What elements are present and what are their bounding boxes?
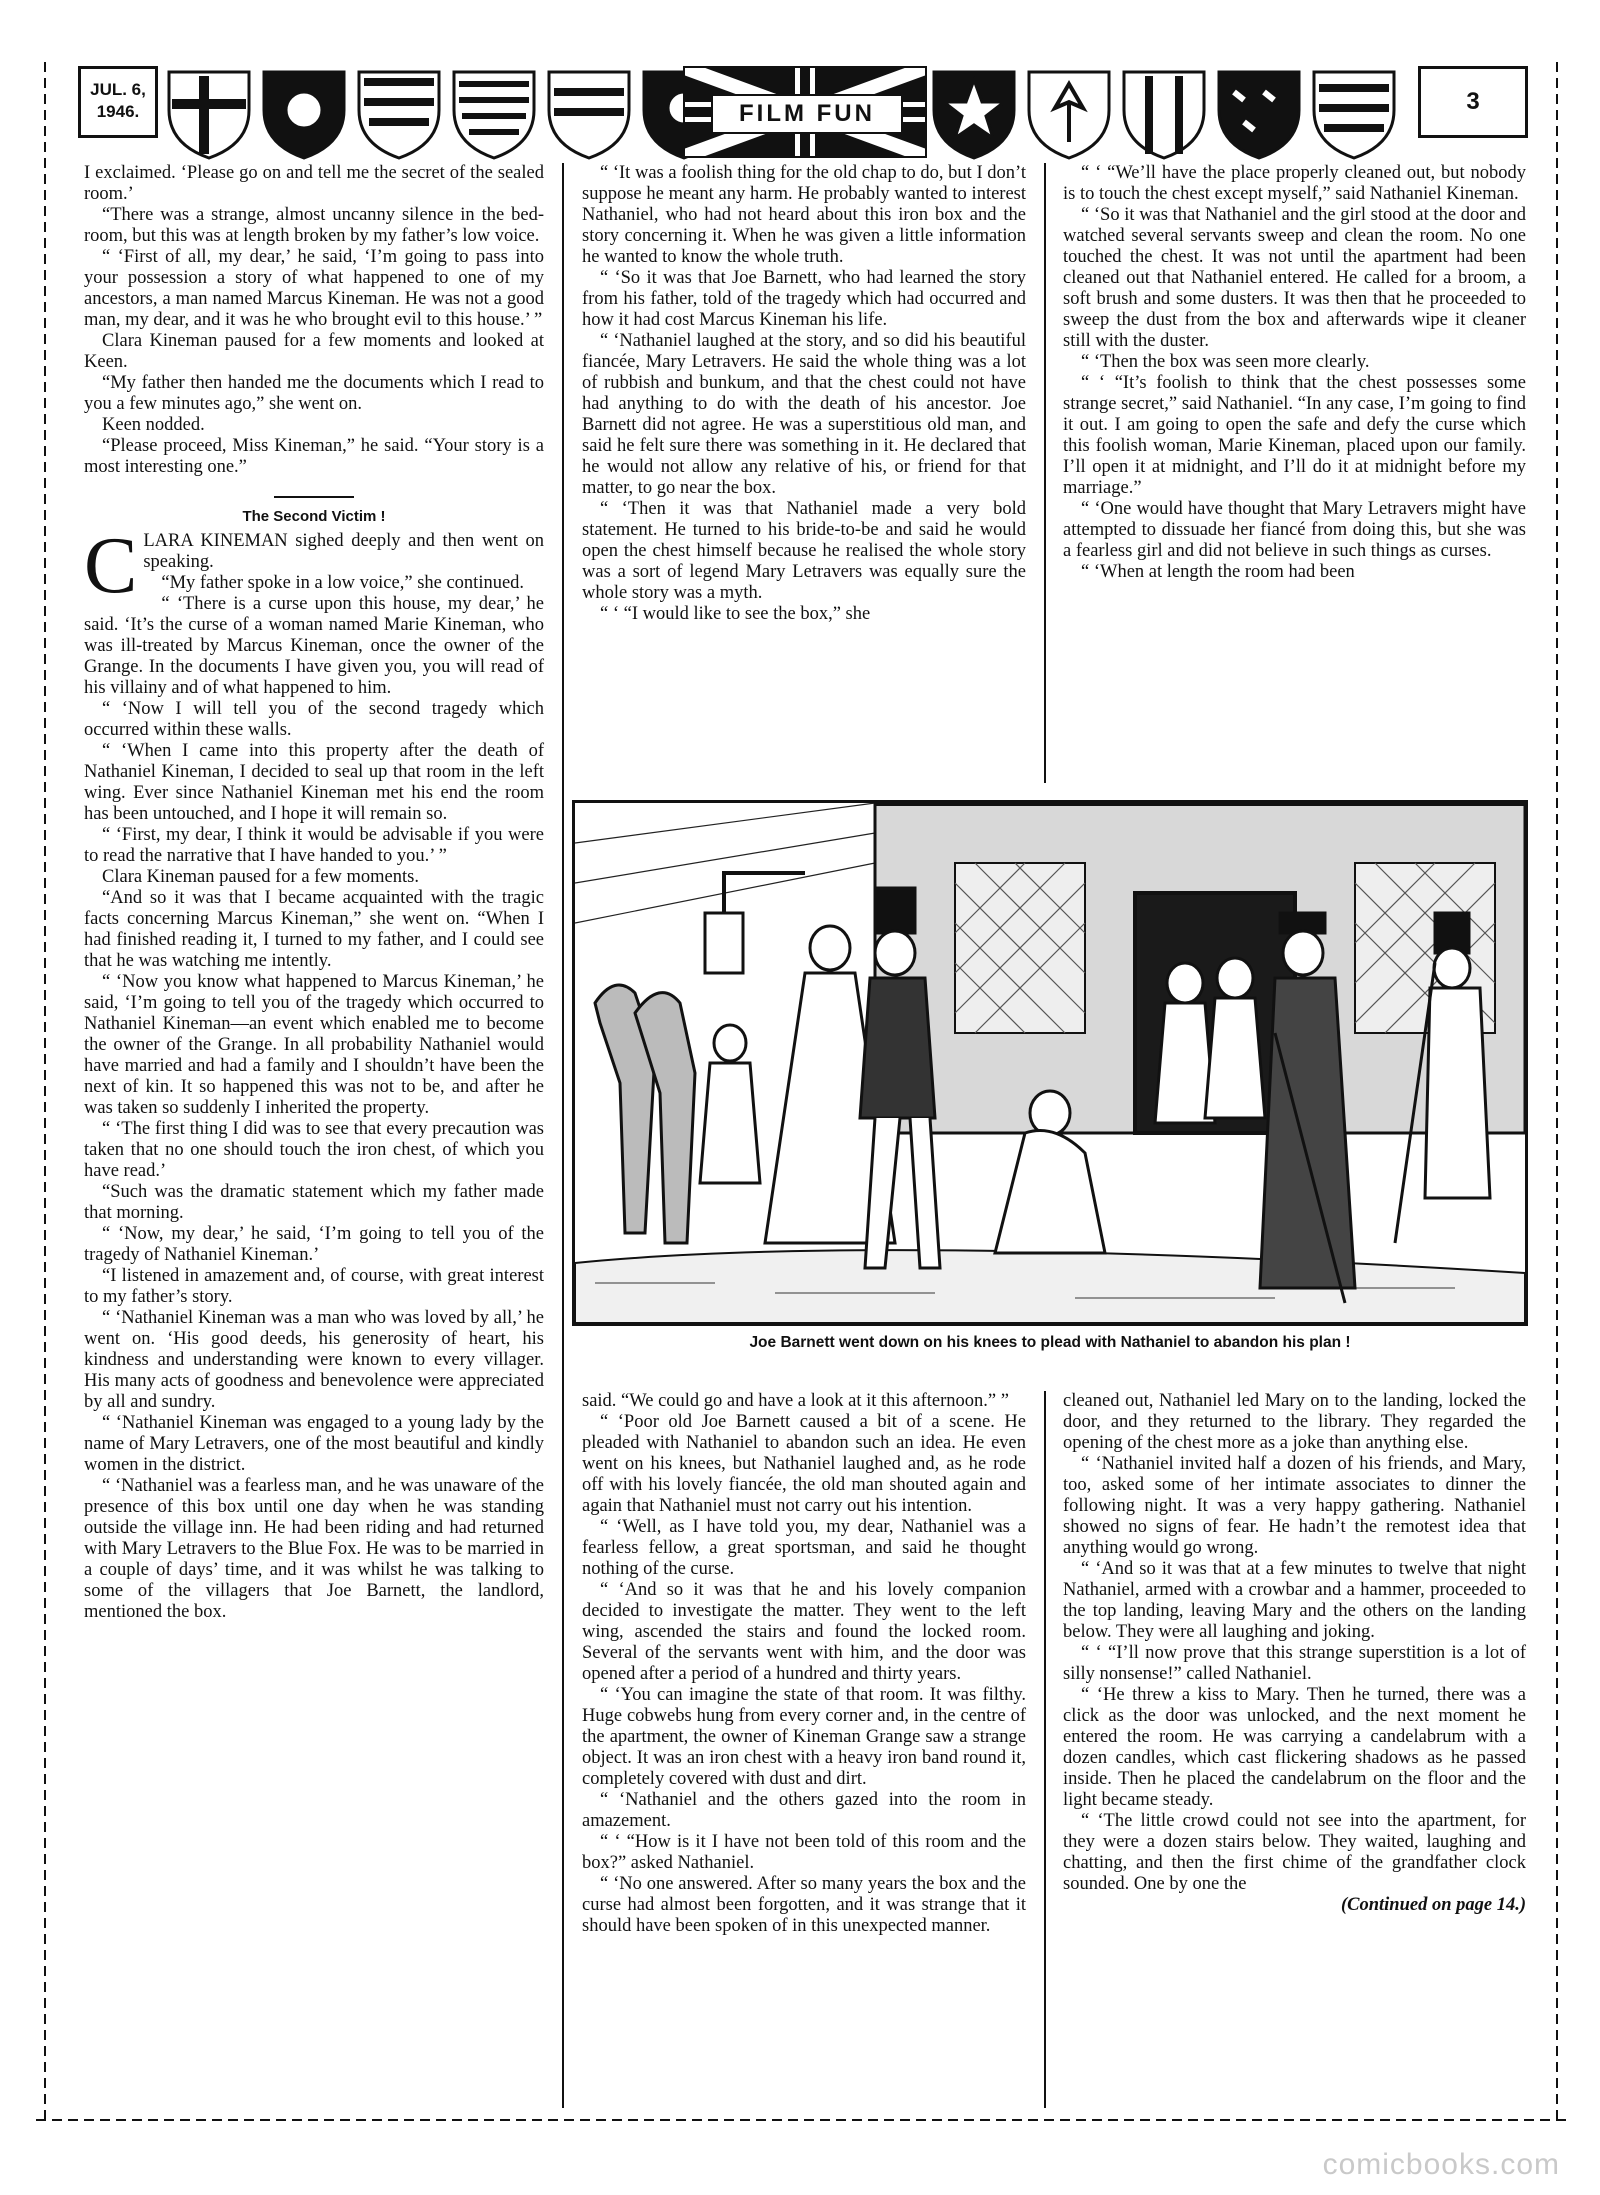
- illustration-caption: Joe Barnett went down on his knees to plead with Nathaniel to abandon his plan !: [749, 1334, 1351, 1351]
- paragraph: “ ‘ “We’ll have the place properly cleaned out, but nobody is to touch the chest except myself,” said Nathaniel Kineman.: [1063, 163, 1526, 204]
- paragraph: “ ‘Nathaniel and the others gazed into the room in amazement.: [582, 1790, 1026, 1831]
- continued-notice: (Continued on page 14.): [1340, 1895, 1526, 1915]
- paragraph: “ ‘And so it was that at a few minutes to twelve that night Nathaniel, armed with a crowbar and a hammer, proceeded to the top landing, leaving Mary and the others on the landing below. They were all laughing and joking.: [1063, 1559, 1526, 1642]
- paragraph: “ ‘Then it was that Nathaniel made a very bold statement. He turned to his bride-to-be and said he would open the chest himself because he realised the whole story was a sort of legend Mary Letravers was equally sure the whole story was a myth.: [582, 499, 1026, 603]
- paragraph: “ ‘First of all, my dear,’ he said, ‘I’m going to pass into your possession a story of what happened to one of my ancestors, a man named Marcus Kineman. He was not a good man, my dear, and it was he who brought evil to this house.’ ”: [84, 247, 544, 330]
- issue-date-line2: 1946.: [96, 102, 140, 121]
- text-column-3-bottom: [1063, 1391, 1526, 1916]
- paragraph: said. “We could go and have a look at it this afternoon.” ”: [582, 1391, 1009, 1411]
- paragraph: “ ‘Poor old Joe Barnett caused a bit of a scene. He pleaded with Nathaniel to abandon such an idea. He even went on his knees, but Nathaniel laughed and, as he rode off with his lovely fiancée, the old man shouted again and again that Nathaniel must not carry out his intention.: [582, 1412, 1026, 1516]
- paragraph: “ ‘Nathaniel invited half a dozen of his friends, and Mary, too, asked some of her intimate associates to dinner the following night. It was a very happy gathering. Nathaniel showed no signs of fear. He hadn’t the remotest idea that anything would go wrong.: [1063, 1454, 1526, 1558]
- dropcap-text: LARA KINEMAN sighed deeply and then went on speaking.: [143, 531, 544, 572]
- text-column-3-top: [1063, 163, 1526, 583]
- left-ornamental-border: [40, 62, 50, 2122]
- paragraph: “And so it was that I became acquainted with the tragic facts concerning Marcus Kineman,” she went on. “When I had finished reading it, I turned to my father, and I could see that he was watching me intently.: [84, 888, 544, 971]
- paragraph: “ ‘So it was that Nathaniel and the girl stood at the door and watched several servants sweep and clean the room. No one touched the chest. It was not until the apartment had been cleaned out that Nathaniel entered. He called for a broom, a soft brush and some dusters. It was then that he proceeded to sweep the dust from the box and afterwards wipe it cleaner still with the duster.: [1063, 205, 1526, 351]
- paragraph: “ ‘Well, as I have told you, my dear, Nathaniel was a fearless fellow, a great sportsman, and said he thought nothing of the curse.: [582, 1517, 1026, 1579]
- paragraph: “There was a strange, almost uncanny silence in the bed-room, but this was at length broken by my father’s low voice.: [84, 205, 544, 246]
- paragraph: “ ‘The little crowd could not see into the apartment, for they were a dozen stairs below. They waited, laughing and chatting, and then the first chime of the grandfather clock sounded. One by one the: [1063, 1811, 1526, 1894]
- section-divider: [274, 496, 354, 498]
- paragraph: “ ‘Nathaniel Kineman was a man who was loved by all,’ he went on. ‘His good deeds, his generosity of heart, his kindness and understanding were known to every villager. His many acts of goodness and benevolence were appreciated by all and sundry.: [84, 1308, 544, 1412]
- text-column-1: [84, 163, 544, 1623]
- right-ornamental-border: [1552, 62, 1562, 2122]
- paragraph: “Such was the dramatic statement which my father made that morning.: [84, 1182, 544, 1223]
- paragraph: “ ‘So it was that Joe Barnett, who had learned the story from his father, told of the tragedy which had occurred and how it had cost Marcus Kineman his life.: [582, 268, 1026, 330]
- paragraph: “ ‘ “It’s foolish to think that the chest possesses some strange secret,” said Nathaniel. “In any case, I’m going to find it out. I am going to open the safe and defy the curse which this foolish woman, Marie Kineman, placed upon our family. I’ll open it at midnight, and I’ll do it at midnight before my marriage.”: [1063, 373, 1526, 498]
- paragraph: Clara Kineman paused for a few moments and looked at Keen.: [84, 331, 544, 372]
- column-rule-2-top: [1044, 163, 1046, 783]
- shield-row-left-icon: [169, 72, 724, 158]
- paragraph: “ ‘You can imagine the state of that room. It was filthy. Huge cobwebs hung from every corner and, in the centre of the apartment, the owner of Kineman Grange saw a strange object. It was an iron chest with a heavy iron band round it, completely covered with dust and dirt.: [582, 1685, 1026, 1789]
- paragraph: “ ‘No one answered. After so many years the box and the curse had almost been forgotten, and it was strange that it should have been spoken of in this unexpected manner.: [582, 1874, 1026, 1936]
- story-illustration: [572, 800, 1528, 1326]
- column-rule-2-bottom: [1044, 1391, 1046, 2108]
- paragraph: cleaned out, Nathaniel led Mary on to the landing, locked the door, and they returned to the library. They regarded the opening of the chest more as a joke than anything else.: [1063, 1391, 1526, 1453]
- paragraph: “ ‘There is a curse upon this house, my dear,’ he said. ‘It’s the curse of a woman named Marie Kineman, who was ill-treated by Marcus Kineman, once the owner of the Grange. In the documents I have given you, you will read of his villainy and of what happened to him.: [84, 594, 544, 698]
- paragraph: “ ‘First, my dear, I think it would be advisable if you were to read the narrative that I have handed to you.’ ”: [84, 825, 544, 866]
- drop-cap: C: [84, 522, 138, 610]
- paragraph: “ ‘Then the box was seen more clearly.: [1081, 352, 1370, 372]
- paragraph: “ ‘ “I’ll now prove that this strange superstition is a lot of silly nonsense!” called Nathaniel.: [1063, 1643, 1526, 1684]
- paragraph: Clara Kineman paused for a few moments.: [102, 867, 419, 887]
- text-column-2-bottom: [582, 1391, 1026, 1937]
- paragraph: “My father then handed me the documents which I read to you a few minutes ago,” she went on.: [84, 373, 544, 414]
- magazine-title: FILM FUN: [711, 94, 903, 134]
- text-column-2-top: [582, 163, 1026, 625]
- issue-date-line1: JUL. 6,: [90, 80, 146, 99]
- issue-date: [78, 66, 158, 138]
- paragraph: “ ‘ “I would like to see the box,” she: [600, 604, 871, 624]
- page-number: 3: [1418, 66, 1528, 138]
- paragraph: “ ‘When I came into this property after the death of Nathaniel Kineman, I decided to seal up that room in the left wing. Ever since Nathaniel Kineman met his end the room has been untouched, and I hope it will remain so.: [84, 741, 544, 824]
- paragraph: “ ‘Nathaniel Kineman was engaged to a young lady by the name of Mary Letravers, one of the most beautiful and kindly women in the district.: [84, 1413, 544, 1475]
- paragraph: “ ‘Now, my dear,’ he said, ‘I’m going to tell you of the tragedy of Nathaniel Kineman.’: [84, 1224, 544, 1265]
- paragraph: “ ‘The first thing I did was to see that every precaution was taken that no one should touch the iron chest, of which you have read.’: [84, 1119, 544, 1181]
- paragraph: “ ‘Now you know what happened to Marcus Kineman,’ he said, ‘I’m going to tell you of the tragedy which occurred to Nathaniel Kineman—an event which enabled me to become the owner of the Grange. In all probability Nathaniel would have married and had a family and I shouldn’t have been the next of kin. It so happened this was not to be, and after he was taken so suddenly I inherited the property.: [84, 972, 544, 1118]
- paragraph: “ ‘Nathaniel was a fearless man, and he was unaware of the presence of this box until one day when he was standing outside the village inn. He had been riding and had returned with Mary Letravers to the Blue Fox. He was to be married in a couple of days’ time, and it was whilst he was talking to some of the villagers that Joe Barnett, the landlord, mentioned the box.: [84, 1476, 544, 1622]
- watermark: comicbooks.com: [1322, 2148, 1560, 2181]
- paragraph: “ ‘When at length the room had been: [1081, 562, 1355, 582]
- paragraph: “Please proceed, Miss Kineman,” he said. “Your story is a most interesting one.”: [84, 436, 544, 477]
- paragraph: “ ‘ “How is it I have not been told of this room and the box?” asked Nathaniel.: [582, 1832, 1026, 1873]
- paragraph: Keen nodded.: [102, 415, 205, 435]
- paragraph: “ ‘He threw a kiss to Mary. Then he turned, there was a click as the door was unlocked, and the next moment he entered the room. He was carrying a candelabrum with a dozen candles, which cast flickering shadows as he passed inside. Then he placed the candelabrum on the floor and the light became steady.: [1063, 1685, 1526, 1810]
- masthead: [78, 62, 1528, 162]
- paragraph: “ ‘It was a foolish thing for the old chap to do, but I don’t suppose he meant any harm. He probably wanted to interest Nathaniel, who had not heard about this iron box and the story concerning it. When he was given a little information he wanted to know the whole truth.: [582, 163, 1026, 267]
- section-heading: The Second Victim !: [242, 508, 386, 525]
- shield-row-right-icon: [934, 72, 1394, 158]
- paragraph: I exclaimed. ‘Please go on and tell me the secret of the sealed room.’: [84, 163, 544, 204]
- inn-scene-illustration-icon: [575, 803, 1525, 1323]
- paragraph: “ ‘Nathaniel laughed at the story, and so did his beautiful fiancée, Mary Letravers. He said the whole thing was a lot of rubbish and bunkum, and that the chest could not have had anything to do with the death of his ancestor. Joe Barnett did not agree. He was a superstitious old man, and said he felt sure there was something in it. He declared that he would not allow any relative of his, or friend for that matter, to go near the box.: [582, 331, 1026, 498]
- paragraph: “My father spoke in a low voice,” she continued.: [161, 573, 525, 593]
- column-rule-1: [562, 163, 564, 2108]
- paragraph: “ ‘Now I will tell you of the second tragedy which occurred within these walls.: [84, 699, 544, 740]
- paragraph: “ ‘One would have thought that Mary Letravers might have attempted to dissuade her fiancé from doing this, but she was a fearless girl and did not believe in such things as curses.: [1063, 499, 1526, 561]
- paragraph: “I listened in amazement and, of course, with great interest to my father’s story.: [84, 1266, 544, 1307]
- paragraph: “ ‘And so it was that he and his lovely companion decided to investigate the matter. They went to the left wing, ascended the stairs and found the locked room. Several of the servants went with him, and the door was opened after a period of a hundred and thirty years.: [582, 1580, 1026, 1684]
- union-flag-emblem: [683, 66, 927, 158]
- bottom-ornamental-border: [36, 2112, 1570, 2128]
